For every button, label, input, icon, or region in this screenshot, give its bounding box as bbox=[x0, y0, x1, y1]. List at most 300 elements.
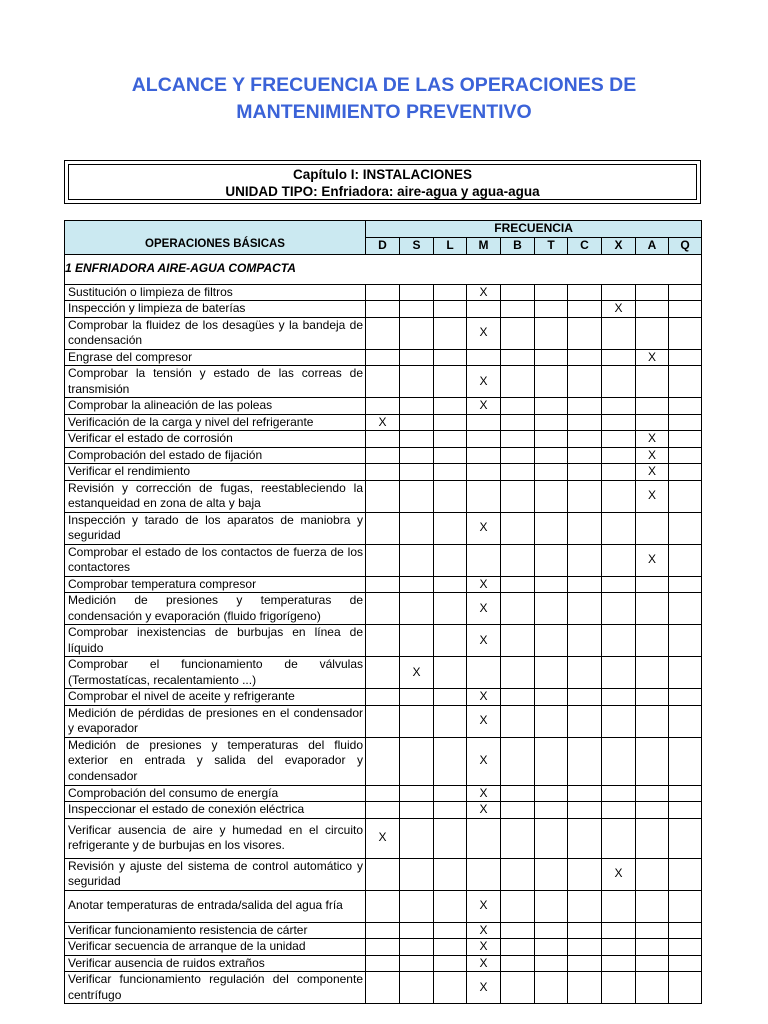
frequency-cell-l bbox=[434, 705, 467, 737]
frequency-cell-s bbox=[400, 464, 434, 481]
frequency-cell-s bbox=[400, 366, 434, 398]
frequency-cell-m bbox=[467, 349, 501, 366]
frequency-cell-b bbox=[501, 480, 535, 512]
frequency-cell-d bbox=[366, 939, 400, 956]
frequency-cell-c bbox=[568, 689, 602, 706]
frequency-cell-a bbox=[636, 689, 669, 706]
frequency-cell-d: X bbox=[366, 414, 400, 431]
frequency-cell-q bbox=[669, 464, 702, 481]
frequency-cell-m bbox=[467, 657, 501, 689]
frequency-cell-x bbox=[602, 689, 636, 706]
frequency-cell-b bbox=[501, 414, 535, 431]
frequency-cell-b bbox=[501, 689, 535, 706]
frequency-cell-b bbox=[501, 447, 535, 464]
frequency-cell-l bbox=[434, 576, 467, 593]
frequency-cell-q bbox=[669, 576, 702, 593]
frequency-cell-m bbox=[467, 818, 501, 858]
frequency-cell-t bbox=[535, 818, 568, 858]
frequency-cell-d bbox=[366, 625, 400, 657]
frequency-cell-x bbox=[602, 802, 636, 819]
frequency-cell-x bbox=[602, 431, 636, 448]
frequency-cell-b bbox=[501, 317, 535, 349]
frequency-column-x: X bbox=[602, 237, 636, 254]
frequency-cell-t bbox=[535, 447, 568, 464]
frequency-cell-q bbox=[669, 544, 702, 576]
frequency-cell-m: X bbox=[467, 317, 501, 349]
operation-cell: Verificar secuencia de arranque de la unidad bbox=[65, 939, 366, 956]
frequency-cell-a bbox=[636, 802, 669, 819]
frequency-cell-a bbox=[636, 705, 669, 737]
frequency-cell-a: X bbox=[636, 447, 669, 464]
frequency-cell-x bbox=[602, 890, 636, 922]
frequency-cell-t bbox=[535, 802, 568, 819]
frequency-cell-x bbox=[602, 818, 636, 858]
frequency-cell-q bbox=[669, 657, 702, 689]
frequency-cell-d bbox=[366, 284, 400, 301]
frequency-cell-c bbox=[568, 464, 602, 481]
frequency-cell-q bbox=[669, 398, 702, 415]
frequency-column-l: L bbox=[434, 237, 467, 254]
frequency-cell-b bbox=[501, 955, 535, 972]
table-row bbox=[65, 576, 702, 593]
frequency-cell-t bbox=[535, 284, 568, 301]
frequency-cell-x bbox=[602, 939, 636, 956]
frequency-cell-t bbox=[535, 858, 568, 890]
operation-cell: Comprobación del estado de fijación bbox=[65, 447, 366, 464]
frequency-cell-b bbox=[501, 464, 535, 481]
frequency-cell-l bbox=[434, 737, 467, 785]
frequency-cell-d bbox=[366, 972, 400, 1004]
frequency-cell-a bbox=[636, 593, 669, 625]
frequency-cell-a bbox=[636, 657, 669, 689]
frequency-cell-a bbox=[636, 972, 669, 1004]
frequency-cell-s bbox=[400, 301, 434, 318]
table-row bbox=[65, 398, 702, 415]
frequency-cell-b bbox=[501, 284, 535, 301]
frequency-cell-s bbox=[400, 398, 434, 415]
table-row bbox=[65, 414, 702, 431]
frequency-cell-m bbox=[467, 431, 501, 448]
frequency-cell-s bbox=[400, 317, 434, 349]
frequency-cell-t bbox=[535, 480, 568, 512]
frequency-cell-s bbox=[400, 625, 434, 657]
frequency-cell-s bbox=[400, 544, 434, 576]
operation-cell: Comprobar el nivel de aceite y refrigerante bbox=[65, 689, 366, 706]
frequency-cell-x bbox=[602, 447, 636, 464]
frequency-cell-a: X bbox=[636, 544, 669, 576]
frequency-cell-m: X bbox=[467, 922, 501, 939]
operations-header: OPERACIONES BÁSICAS bbox=[65, 221, 366, 255]
frequency-cell-b bbox=[501, 301, 535, 318]
frequency-cell-a bbox=[636, 576, 669, 593]
frequency-cell-d bbox=[366, 705, 400, 737]
frequency-cell-m bbox=[467, 301, 501, 318]
frequency-cell-d bbox=[366, 317, 400, 349]
frequency-cell-l bbox=[434, 890, 467, 922]
frequency-cell-a bbox=[636, 512, 669, 544]
frequency-cell-c bbox=[568, 284, 602, 301]
frequency-cell-c bbox=[568, 939, 602, 956]
frequency-cell-l bbox=[434, 301, 467, 318]
frequency-cell-m: X bbox=[467, 705, 501, 737]
operation-cell: Revisión y ajuste del sistema de control automático y seguridad bbox=[65, 858, 366, 890]
frequency-cell-b bbox=[501, 593, 535, 625]
frequency-cell-t bbox=[535, 593, 568, 625]
frequency-cell-t bbox=[535, 955, 568, 972]
frequency-cell-c bbox=[568, 512, 602, 544]
table-row bbox=[65, 284, 702, 301]
operation-cell: Verificar funcionamiento resistencia de cárter bbox=[65, 922, 366, 939]
table-row bbox=[65, 972, 702, 1004]
operation-cell: Verificar el estado de corrosión bbox=[65, 431, 366, 448]
frequency-cell-x bbox=[602, 705, 636, 737]
frequency-cell-m bbox=[467, 544, 501, 576]
table-row bbox=[65, 366, 702, 398]
frequency-cell-a bbox=[636, 939, 669, 956]
frequency-cell-s bbox=[400, 349, 434, 366]
frequency-cell-d bbox=[366, 349, 400, 366]
operation-cell: Medición de presiones y temperaturas de condensación y evaporación (fluido frigorígeno) bbox=[65, 593, 366, 625]
frequency-cell-d bbox=[366, 480, 400, 512]
page-title-line-2: MANTENIMIENTO PREVENTIVO bbox=[236, 101, 532, 123]
frequency-cell-c bbox=[568, 317, 602, 349]
frequency-cell-l bbox=[434, 464, 467, 481]
table-row bbox=[65, 593, 702, 625]
frequency-cell-q bbox=[669, 785, 702, 802]
table-row bbox=[65, 544, 702, 576]
frequency-cell-q bbox=[669, 955, 702, 972]
frequency-cell-s: X bbox=[400, 657, 434, 689]
section-row bbox=[65, 254, 702, 284]
frequency-column-d: D bbox=[366, 237, 400, 254]
operation-cell: Verificar funcionamiento regulación del componente centrífugo bbox=[65, 972, 366, 1004]
frequency-cell-l bbox=[434, 512, 467, 544]
operation-cell: Medición de pérdidas de presiones en el condensador y evaporador bbox=[65, 705, 366, 737]
frequency-cell-d bbox=[366, 689, 400, 706]
frequency-cell-q bbox=[669, 939, 702, 956]
frequency-cell-l bbox=[434, 939, 467, 956]
frequency-cell-d bbox=[366, 785, 400, 802]
table-row bbox=[65, 301, 702, 318]
table-row bbox=[65, 464, 702, 481]
frequency-cell-t bbox=[535, 972, 568, 1004]
table-row bbox=[65, 480, 702, 512]
frequency-cell-l bbox=[434, 858, 467, 890]
frequency-cell-q bbox=[669, 689, 702, 706]
frequency-cell-d bbox=[366, 464, 400, 481]
frequency-cell-x bbox=[602, 922, 636, 939]
frequency-cell-d bbox=[366, 890, 400, 922]
frequency-cell-l bbox=[434, 802, 467, 819]
frequency-cell-d bbox=[366, 398, 400, 415]
frequency-cell-c bbox=[568, 955, 602, 972]
frequency-cell-m bbox=[467, 858, 501, 890]
table-row bbox=[65, 447, 702, 464]
frequency-cell-q bbox=[669, 858, 702, 890]
table-row bbox=[65, 625, 702, 657]
frequency-cell-s bbox=[400, 284, 434, 301]
operation-cell: Comprobar la fluidez de los desagües y la bandeja de condensación bbox=[65, 317, 366, 349]
unit-type: UNIDAD TIPO: Enfriadora: aire-agua y agua-agua bbox=[225, 184, 540, 199]
frequency-cell-q bbox=[669, 366, 702, 398]
operation-cell: Inspección y tarado de los aparatos de maniobra y seguridad bbox=[65, 512, 366, 544]
frequency-cell-d bbox=[366, 576, 400, 593]
frequency-cell-b bbox=[501, 802, 535, 819]
frequency-cell-q bbox=[669, 317, 702, 349]
operation-cell: Inspeccionar el estado de conexión eléctrica bbox=[65, 802, 366, 819]
frequency-cell-a bbox=[636, 414, 669, 431]
frequency-cell-b bbox=[501, 737, 535, 785]
operation-cell: Comprobar la tensión y estado de las correas de transmisión bbox=[65, 366, 366, 398]
frequency-cell-x bbox=[602, 317, 636, 349]
frequency-cell-t bbox=[535, 625, 568, 657]
frequency-cell-s bbox=[400, 890, 434, 922]
frequency-cell-x bbox=[602, 785, 636, 802]
frequency-cell-l bbox=[434, 972, 467, 1004]
frequency-column-q: Q bbox=[669, 237, 702, 254]
frequency-cell-q bbox=[669, 301, 702, 318]
frequency-cell-x bbox=[602, 349, 636, 366]
frequency-cell-l bbox=[434, 593, 467, 625]
table-row bbox=[65, 657, 702, 689]
operation-cell: Verificar el rendimiento bbox=[65, 464, 366, 481]
frequency-cell-q bbox=[669, 922, 702, 939]
frequency-cell-m: X bbox=[467, 737, 501, 785]
frequency-cell-l bbox=[434, 689, 467, 706]
frequency-cell-x bbox=[602, 464, 636, 481]
frequency-cell-l bbox=[434, 818, 467, 858]
frequency-cell-x bbox=[602, 737, 636, 785]
frequency-cell-b bbox=[501, 785, 535, 802]
operation-cell: Comprobación del consumo de energía bbox=[65, 785, 366, 802]
frequency-cell-s bbox=[400, 414, 434, 431]
frequency-cell-c bbox=[568, 301, 602, 318]
frequency-cell-b bbox=[501, 398, 535, 415]
frequency-cell-a bbox=[636, 890, 669, 922]
frequency-cell-d bbox=[366, 657, 400, 689]
frequency-column-b: B bbox=[501, 237, 535, 254]
frequency-cell-x bbox=[602, 480, 636, 512]
table-row bbox=[65, 802, 702, 819]
frequency-cell-t bbox=[535, 737, 568, 785]
frequency-cell-q bbox=[669, 414, 702, 431]
table-row bbox=[65, 955, 702, 972]
operation-cell: Verificar ausencia de aire y humedad en el circuito refrigerante y de burbujas en los visores. bbox=[65, 818, 366, 858]
operation-cell: Verificación de la carga y nivel del refrigerante bbox=[65, 414, 366, 431]
frequency-cell-b bbox=[501, 972, 535, 1004]
frequency-cell-m: X bbox=[467, 955, 501, 972]
frequency-cell-c bbox=[568, 737, 602, 785]
frequency-cell-m bbox=[467, 447, 501, 464]
frequency-cell-x bbox=[602, 625, 636, 657]
frequency-cell-q bbox=[669, 431, 702, 448]
frequency-cell-b bbox=[501, 705, 535, 737]
frequency-cell-a bbox=[636, 284, 669, 301]
frequency-cell-m: X bbox=[467, 284, 501, 301]
frequency-cell-m: X bbox=[467, 512, 501, 544]
frequency-cell-t bbox=[535, 939, 568, 956]
operation-cell: Engrase del compresor bbox=[65, 349, 366, 366]
table-row bbox=[65, 431, 702, 448]
frequency-cell-t bbox=[535, 689, 568, 706]
frequency-cell-l bbox=[434, 317, 467, 349]
frequency-header: FRECUENCIA bbox=[366, 221, 702, 238]
frequency-cell-l bbox=[434, 544, 467, 576]
frequency-cell-b bbox=[501, 431, 535, 448]
operation-cell: Medición de presiones y temperaturas del fluido exterior en entrada y salida del evaporador y condensador bbox=[65, 737, 366, 785]
frequency-cell-s bbox=[400, 818, 434, 858]
frequency-cell-q bbox=[669, 512, 702, 544]
frequency-cell-m: X bbox=[467, 802, 501, 819]
frequency-cell-c bbox=[568, 972, 602, 1004]
frequency-cell-a bbox=[636, 737, 669, 785]
frequency-cell-q bbox=[669, 890, 702, 922]
operation-cell: Revisión y corrección de fugas, reestableciendo la estanqueidad en zona de alta y baja bbox=[65, 480, 366, 512]
chapter-box bbox=[64, 160, 701, 204]
frequency-cell-x bbox=[602, 593, 636, 625]
table-row bbox=[65, 785, 702, 802]
frequency-cell-d bbox=[366, 544, 400, 576]
frequency-cell-m bbox=[467, 414, 501, 431]
frequency-cell-l bbox=[434, 366, 467, 398]
frequency-cell-t bbox=[535, 922, 568, 939]
frequency-cell-x bbox=[602, 366, 636, 398]
frequency-cell-t bbox=[535, 349, 568, 366]
frequency-cell-t bbox=[535, 398, 568, 415]
frequency-cell-a bbox=[636, 955, 669, 972]
frequency-cell-b bbox=[501, 576, 535, 593]
frequency-cell-a: X bbox=[636, 480, 669, 512]
frequency-cell-x bbox=[602, 955, 636, 972]
frequency-cell-m: X bbox=[467, 689, 501, 706]
frequency-cell-s bbox=[400, 689, 434, 706]
frequency-cell-s bbox=[400, 955, 434, 972]
frequency-cell-x: X bbox=[602, 301, 636, 318]
frequency-cell-l bbox=[434, 447, 467, 464]
frequency-cell-b bbox=[501, 366, 535, 398]
frequency-cell-c bbox=[568, 625, 602, 657]
frequency-cell-x bbox=[602, 576, 636, 593]
frequency-cell-c bbox=[568, 414, 602, 431]
operation-cell: Anotar temperaturas de entrada/salida del agua fría bbox=[65, 890, 366, 922]
frequency-column-s: S bbox=[400, 237, 434, 254]
frequency-cell-s bbox=[400, 858, 434, 890]
frequency-cell-q bbox=[669, 625, 702, 657]
frequency-cell-a bbox=[636, 301, 669, 318]
table-row bbox=[65, 858, 702, 890]
frequency-cell-t bbox=[535, 464, 568, 481]
section-title: 1 ENFRIADORA AIRE-AGUA COMPACTA bbox=[65, 254, 702, 284]
frequency-cell-m: X bbox=[467, 576, 501, 593]
frequency-cell-l bbox=[434, 480, 467, 512]
frequency-cell-m: X bbox=[467, 785, 501, 802]
frequency-cell-t bbox=[535, 890, 568, 922]
frequency-cell-x bbox=[602, 512, 636, 544]
chapter-title: Capítulo I: INSTALACIONES bbox=[293, 167, 472, 182]
table-row bbox=[65, 939, 702, 956]
frequency-cell-b bbox=[501, 939, 535, 956]
frequency-cell-b bbox=[501, 922, 535, 939]
frequency-cell-d bbox=[366, 922, 400, 939]
frequency-cell-s bbox=[400, 972, 434, 1004]
frequency-cell-s bbox=[400, 705, 434, 737]
frequency-cell-a bbox=[636, 366, 669, 398]
frequency-cell-q bbox=[669, 705, 702, 737]
frequency-cell-a: X bbox=[636, 431, 669, 448]
frequency-cell-m: X bbox=[467, 939, 501, 956]
frequency-cell-l bbox=[434, 414, 467, 431]
page-title-line-1: ALCANCE Y FRECUENCIA DE LAS OPERACIONES DE bbox=[131, 74, 637, 96]
frequency-cell-c bbox=[568, 349, 602, 366]
frequency-cell-q bbox=[669, 593, 702, 625]
frequency-cell-a bbox=[636, 922, 669, 939]
operation-cell: Inspección y limpieza de baterías bbox=[65, 301, 366, 318]
operation-cell: Comprobar la alineación de las poleas bbox=[65, 398, 366, 415]
frequency-cell-x bbox=[602, 398, 636, 415]
frequency-cell-q bbox=[669, 480, 702, 512]
frequency-cell-d bbox=[366, 512, 400, 544]
frequency-cell-t bbox=[535, 657, 568, 689]
frequency-cell-b bbox=[501, 544, 535, 576]
frequency-cell-x bbox=[602, 414, 636, 431]
frequency-cell-c bbox=[568, 366, 602, 398]
frequency-cell-t bbox=[535, 785, 568, 802]
frequency-cell-q bbox=[669, 737, 702, 785]
table-row bbox=[65, 349, 702, 366]
frequency-cell-d bbox=[366, 301, 400, 318]
frequency-cell-m: X bbox=[467, 398, 501, 415]
frequency-cell-b bbox=[501, 657, 535, 689]
frequency-cell-s bbox=[400, 593, 434, 625]
frequency-cell-t bbox=[535, 576, 568, 593]
operation-cell: Comprobar inexistencias de burbujas en línea de líquido bbox=[65, 625, 366, 657]
frequency-cell-x bbox=[602, 972, 636, 1004]
frequency-cell-s bbox=[400, 480, 434, 512]
operations-table bbox=[64, 220, 702, 1004]
table-row bbox=[65, 922, 702, 939]
frequency-column-a: A bbox=[636, 237, 669, 254]
frequency-cell-l bbox=[434, 398, 467, 415]
frequency-cell-b bbox=[501, 858, 535, 890]
frequency-cell-c bbox=[568, 576, 602, 593]
frequency-column-c: C bbox=[568, 237, 602, 254]
frequency-cell-c bbox=[568, 398, 602, 415]
frequency-cell-q bbox=[669, 972, 702, 1004]
frequency-cell-c bbox=[568, 890, 602, 922]
frequency-cell-b bbox=[501, 818, 535, 858]
frequency-cell-d bbox=[366, 431, 400, 448]
frequency-cell-x: X bbox=[602, 858, 636, 890]
frequency-cell-m bbox=[467, 464, 501, 481]
frequency-cell-q bbox=[669, 818, 702, 858]
frequency-cell-q bbox=[669, 349, 702, 366]
frequency-cell-l bbox=[434, 785, 467, 802]
frequency-cell-a bbox=[636, 818, 669, 858]
frequency-column-t: T bbox=[535, 237, 568, 254]
frequency-cell-l bbox=[434, 349, 467, 366]
frequency-cell-c bbox=[568, 818, 602, 858]
frequency-cell-a bbox=[636, 398, 669, 415]
operation-cell: Verificar ausencia de ruidos extraños bbox=[65, 955, 366, 972]
frequency-cell-b bbox=[501, 512, 535, 544]
frequency-cell-a: X bbox=[636, 349, 669, 366]
frequency-cell-c bbox=[568, 431, 602, 448]
frequency-cell-x bbox=[602, 284, 636, 301]
frequency-cell-b bbox=[501, 625, 535, 657]
operation-cell: Sustitución o limpieza de filtros bbox=[65, 284, 366, 301]
frequency-cell-c bbox=[568, 785, 602, 802]
operation-cell: Comprobar el funcionamiento de válvulas (Termostatícas, recalentamiento ...) bbox=[65, 657, 366, 689]
